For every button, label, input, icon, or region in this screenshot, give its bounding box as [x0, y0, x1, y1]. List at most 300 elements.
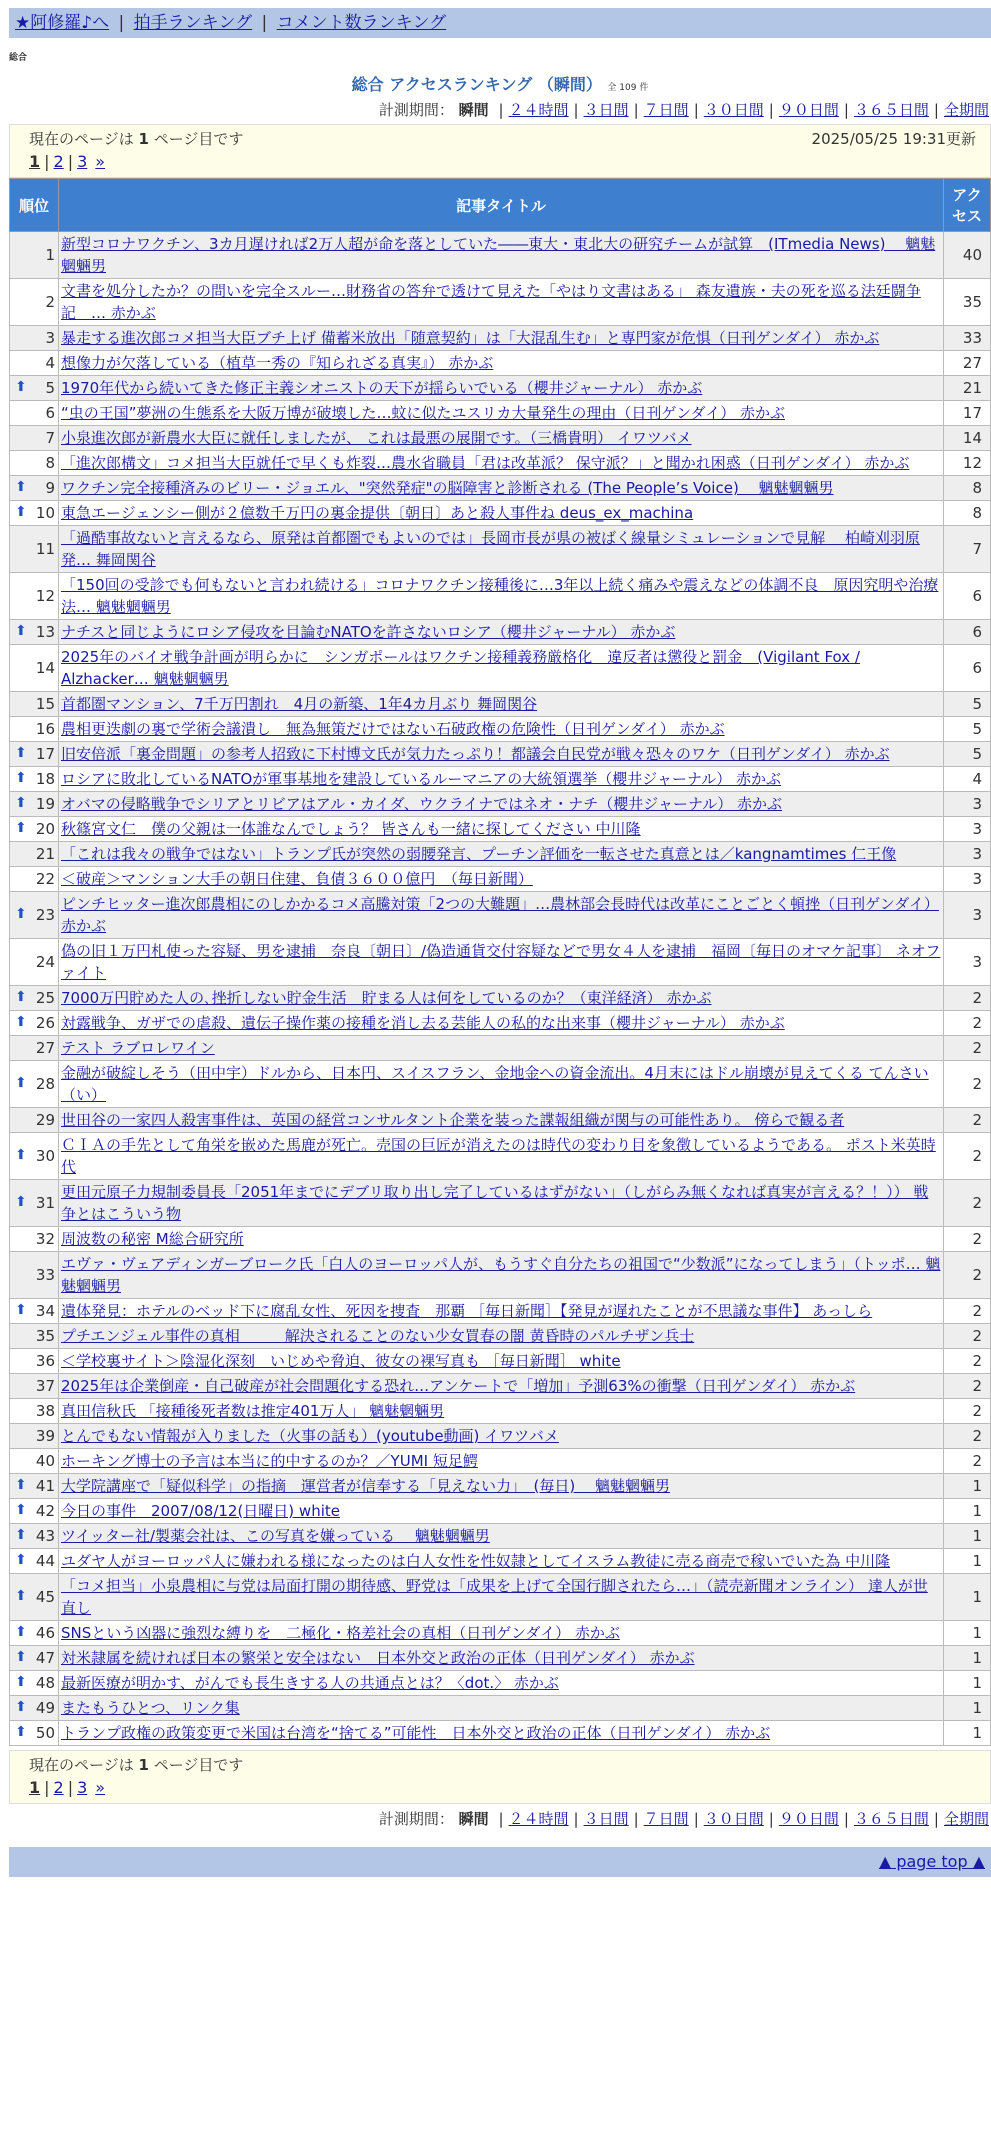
- rank-cell: [10, 717, 59, 742]
- rank-cell: [10, 1696, 59, 1721]
- table-row: [10, 1696, 991, 1721]
- access-count: 7: [944, 526, 991, 573]
- rank-cell: [10, 1252, 59, 1299]
- rank-number: 12: [35, 587, 55, 605]
- title-cell: [59, 573, 944, 620]
- title-cell: [59, 1399, 944, 1424]
- period-separator: |: [843, 101, 849, 119]
- title-cell: [59, 326, 944, 351]
- table-row: [10, 573, 991, 620]
- period-separator: |: [573, 1810, 579, 1828]
- rank-cell: [10, 692, 59, 717]
- period-link[interactable]: ２４時間: [508, 1810, 569, 1828]
- period-link[interactable]: ７日間: [643, 101, 689, 119]
- title-cell: [59, 692, 944, 717]
- rank-cell: [10, 573, 59, 620]
- rank-number: 30: [35, 1147, 55, 1165]
- table-row: [10, 401, 991, 426]
- article-link[interactable]: 金融が破綻しそう（田中宇）ドルから、日本円、スイスフラン、金地金への資金流出。4月末にはドル崩壊が見えてくる てんさい（い）: [61, 1064, 929, 1104]
- table-row: [10, 692, 991, 717]
- period-link[interactable]: ３６５日間: [853, 1810, 929, 1828]
- rank-cell: [10, 867, 59, 892]
- article-link[interactable]: 周波数の秘密 M総合研究所: [61, 1230, 244, 1248]
- pager-next-link[interactable]: »: [95, 152, 106, 171]
- table-row: [10, 1011, 991, 1036]
- rank-number: 43: [35, 1527, 55, 1545]
- rank-number: 6: [45, 404, 55, 422]
- title-cell: [59, 526, 944, 573]
- period-link[interactable]: ３日間: [583, 101, 629, 119]
- table-row: [10, 742, 991, 767]
- period-link[interactable]: ９０日間: [778, 101, 839, 119]
- rank-up-arrow-icon: ⬆: [15, 906, 27, 922]
- title-cell: [59, 1061, 944, 1108]
- table-row: [10, 1180, 991, 1227]
- period-link[interactable]: ７日間: [643, 1810, 689, 1828]
- period-selector-top: [9, 99, 991, 120]
- title-cell: [59, 1374, 944, 1399]
- table-row: [10, 501, 991, 526]
- access-count: 2: [944, 1180, 991, 1227]
- title-cell: [59, 426, 944, 451]
- access-count: 40: [944, 232, 991, 279]
- table-row: [10, 842, 991, 867]
- title-cell: [59, 1036, 944, 1061]
- page-top-link[interactable]: ▲ page top ▲: [878, 1852, 985, 1871]
- period-link[interactable]: ９０日間: [778, 1810, 839, 1828]
- title-cell: [59, 1646, 944, 1671]
- table-row: [10, 817, 991, 842]
- rank-cell: [10, 939, 59, 986]
- article-link[interactable]: SNSという凶器に強烈な縛りを 二極化・格差社会の真相（日刊ゲンダイ） 赤かぶ: [61, 1624, 620, 1642]
- table-row: [10, 326, 991, 351]
- period-separator: |: [498, 101, 504, 119]
- table-row: [10, 1036, 991, 1061]
- rank-cell: [10, 401, 59, 426]
- pager-separator: |: [67, 1778, 74, 1797]
- page-info-bottom: [9, 1750, 991, 1804]
- rank-number: 15: [35, 695, 55, 713]
- access-count: 5: [944, 717, 991, 742]
- table-row: [10, 1133, 991, 1180]
- header-access: アクセス: [944, 179, 991, 232]
- rank-up-arrow-icon: ⬆: [15, 795, 27, 811]
- rank-number: 28: [35, 1075, 55, 1093]
- article-link[interactable]: 新型コロナワクチン、3カ月遅ければ2万人超が命を落としていた――東大・東北大の研究チームが試算 (ITmedia News) 魑魅魍魎男: [61, 235, 936, 275]
- title-cell: [59, 742, 944, 767]
- rank-up-arrow-icon: ⬆: [15, 623, 27, 639]
- title-cell: [59, 1180, 944, 1227]
- rank-number: 27: [35, 1039, 55, 1057]
- title-cell: [59, 1299, 944, 1324]
- rank-cell: [10, 1324, 59, 1349]
- table-row: [10, 892, 991, 939]
- title-cell: [59, 842, 944, 867]
- rank-cell: [10, 842, 59, 867]
- title-cell: [59, 1621, 944, 1646]
- title-cell: [59, 1499, 944, 1524]
- period-label: 計測期間：: [378, 101, 454, 119]
- rank-up-arrow-icon: ⬆: [15, 1502, 27, 1518]
- rank-cell: [10, 1227, 59, 1252]
- rank-cell: [10, 620, 59, 645]
- table-row: [10, 1574, 991, 1621]
- title-cell: [59, 476, 944, 501]
- period-separator: |: [693, 101, 699, 119]
- access-count: 1: [944, 1671, 991, 1696]
- article-link[interactable]: 1970年代から続いてきた修正主義シオニストの天下が揺らいでいる（櫻井ジャーナル） 赤かぶ: [61, 379, 703, 397]
- table-row: [10, 1524, 991, 1549]
- article-link[interactable]: ＜破産＞マンション大手の朝日住建、負債３６００億円 （毎日新聞）: [61, 870, 533, 888]
- rank-cell: [10, 1349, 59, 1374]
- header-rank: 順位: [10, 179, 59, 232]
- rank-number: 26: [35, 1014, 55, 1032]
- rank-cell: [10, 817, 59, 842]
- article-link[interactable]: 農相更迭劇の裏で学術会議潰し 無為無策だけではない石破政権の危険性（日刊ゲンダイ） 赤かぶ: [61, 720, 725, 738]
- rank-number: 16: [35, 720, 55, 738]
- table-row: [10, 717, 991, 742]
- access-count: 2: [944, 1061, 991, 1108]
- access-count: 3: [944, 867, 991, 892]
- article-link[interactable]: ユダヤ人がヨーロッパ人に嫌われる様になったのは白人女性を性奴隷としてイスラム教徒に売る商売で稼いでいた為 中川隆: [61, 1552, 891, 1570]
- period-current: 瞬間: [458, 101, 489, 119]
- title-cell: [59, 717, 944, 742]
- title-cell: [59, 986, 944, 1011]
- period-separator: |: [843, 1810, 849, 1828]
- access-count: 3: [944, 939, 991, 986]
- rank-number: 45: [35, 1588, 55, 1606]
- rank-number: 23: [35, 906, 55, 924]
- pager-page-3[interactable]: 3: [77, 152, 88, 171]
- article-link[interactable]: 最新医療が明かす、がんでも長生きする人の共通点とは？〈dot.〉 赤かぶ: [61, 1674, 559, 1692]
- rank-number: 36: [35, 1352, 55, 1370]
- access-count: 12: [944, 451, 991, 476]
- access-count: 2: [944, 1252, 991, 1299]
- article-link[interactable]: 文書を処分したか？の問いを完全スルー…財務省の答弁で透けて見えた「やはり文書はある」 森友遺族・夫の死を巡る法廷闘争記 … 赤かぶ: [61, 282, 921, 322]
- ranking-title-text: 総合 アクセスランキング （瞬間）: [351, 75, 602, 94]
- title-cell: [59, 1252, 944, 1299]
- table-row: [10, 986, 991, 1011]
- table-row: [10, 526, 991, 573]
- rank-cell: [10, 792, 59, 817]
- comment-ranking-link[interactable]: コメント数ランキング: [276, 13, 447, 33]
- title-cell: [59, 1349, 944, 1374]
- access-count: 2: [944, 1324, 991, 1349]
- rank-number: 25: [35, 989, 55, 1007]
- access-count: 3: [944, 817, 991, 842]
- home-link[interactable]: ★阿修羅♪へ: [15, 13, 110, 33]
- article-link[interactable]: ＜学校裏サイト＞陰湿化深刻 いじめや脅迫、彼女の裸写真も ［毎日新聞］ white: [61, 1352, 621, 1370]
- rank-cell: [10, 892, 59, 939]
- article-link[interactable]: 偽の旧１万円札使った容疑、男を逮捕 奈良〔朝日〕/偽造通貨交付容疑などで男女４人を逮捕 福岡〔毎日のオマケ記事〕 ネオファイト: [61, 942, 941, 982]
- table-row: [10, 1549, 991, 1574]
- rank-cell: [10, 1499, 59, 1524]
- access-count: 6: [944, 573, 991, 620]
- rank-up-arrow-icon: ⬆: [15, 1147, 27, 1163]
- article-link[interactable]: ロシアに敗北しているNATOが軍事基地を建設しているルーマニアの大統領選挙（櫻井ジャーナル） 赤かぶ: [61, 770, 782, 788]
- title-cell: [59, 1574, 944, 1621]
- table-row: [10, 1324, 991, 1349]
- period-separator: |: [573, 101, 579, 119]
- access-count: 2: [944, 1108, 991, 1133]
- title-cell: [59, 620, 944, 645]
- rank-cell: [10, 501, 59, 526]
- article-link[interactable]: 「進次郎構文」コメ担当大臣就任で早くも炸裂…農水省職員「君は改革派？ 保守派？」と聞かれ困惑（日刊ゲンダイ） 赤かぶ: [61, 454, 910, 472]
- article-link[interactable]: テスト ラブロレワイン: [61, 1039, 215, 1057]
- rank-cell: [10, 645, 59, 692]
- title-cell: [59, 867, 944, 892]
- article-link[interactable]: 2025年のバイオ戦争計画が明らかに シンガポールはワクチン接種義務厳格化 違反者は懲役と罰金 (Vigilant Fox / Alzhacker… 魑魅魍魎男: [61, 648, 860, 688]
- rank-number: 13: [35, 623, 55, 641]
- access-count: 1: [944, 1524, 991, 1549]
- top-nav-bar: [9, 8, 991, 38]
- rank-cell: [10, 1474, 59, 1499]
- period-label: 計測期間：: [378, 1810, 454, 1828]
- rank-cell: [10, 1574, 59, 1621]
- rank-number: 2: [45, 293, 55, 311]
- rank-number: 14: [35, 659, 55, 677]
- period-selector-bottom: [9, 1808, 991, 1829]
- article-link[interactable]: 首都圏マンション、7千万円割れ 4月の新築、1年4カ月ぶり 舞岡関谷: [61, 695, 538, 713]
- header-title: 記事タイトル: [59, 179, 944, 232]
- article-link[interactable]: ツイッター社/製薬会社は、この写真を嫌っている 魑魅魍魎男: [61, 1527, 490, 1545]
- period-link[interactable]: 全期間: [943, 1810, 989, 1828]
- article-link[interactable]: 7000万円貯めた人の､挫折しない貯金生活 貯まる人は何をしているのか？（東洋経済） 赤かぶ: [61, 989, 712, 1007]
- article-link[interactable]: “虫の王国”夢洲の生態系を大阪万博が破壊した…蚊に似たユスリカ大量発生の理由（日刊ゲンダイ） 赤かぶ: [61, 404, 785, 422]
- rank-number: 1: [45, 246, 55, 264]
- article-link[interactable]: 旧安倍派「裏金問題」の参考人招致に下村博文氏が気力たっぷり！都議会自民党が戦々恐々のワケ（日刊ゲンダイ） 赤かぶ: [61, 745, 890, 763]
- period-separator: |: [633, 1810, 639, 1828]
- article-link[interactable]: 「過酷事故ないと言えるなら、原発は首都圏でもよいのでは」長岡市長が県の被ばく線量シミュレーションで見解 柏崎刈羽原発… 舞岡関谷: [61, 529, 920, 569]
- period-link[interactable]: 全期間: [943, 101, 989, 119]
- rank-up-arrow-icon: ⬆: [15, 1302, 27, 1318]
- access-count: 2: [944, 1299, 991, 1324]
- period-link[interactable]: ３０日間: [703, 101, 764, 119]
- rank-cell: [10, 1424, 59, 1449]
- period-current: 瞬間: [458, 1810, 489, 1828]
- nav-separator: |: [261, 13, 268, 33]
- rank-up-arrow-icon: ⬆: [15, 379, 27, 395]
- period-links: [493, 101, 989, 119]
- rank-number: 8: [45, 454, 55, 472]
- pager-separator: |: [44, 1778, 50, 1797]
- access-count: 1: [944, 1721, 991, 1746]
- access-count: 3: [944, 842, 991, 867]
- title-cell: [59, 1227, 944, 1252]
- table-row: [10, 1424, 991, 1449]
- rank-number: 3: [45, 329, 55, 347]
- title-cell: [59, 892, 944, 939]
- access-count: 27: [944, 351, 991, 376]
- pager-page-2[interactable]: 2: [53, 152, 64, 171]
- rank-number: 39: [35, 1427, 55, 1445]
- article-link[interactable]: 今日の事件 2007/08/12(日曜日) white: [61, 1502, 340, 1520]
- access-count: 3: [944, 792, 991, 817]
- updated-time: 2025/05/25 19:31更新: [811, 130, 976, 148]
- table-row: [10, 645, 991, 692]
- article-link[interactable]: 東急エージェンシー側が２億数千万円の裏金提供〔朝日〕あと殺人事件ね deus_ex_machina: [61, 504, 694, 522]
- rank-number: 10: [35, 504, 55, 522]
- access-count: 8: [944, 476, 991, 501]
- article-link[interactable]: ワクチン完全接種済みのビリー・ジョエル、"突然発症"の脳障害と診断される (The People’s Voice) 魑魅魍魎男: [61, 479, 834, 497]
- rank-number: 33: [35, 1266, 55, 1284]
- table-row: [10, 1646, 991, 1671]
- table-row: [10, 232, 991, 279]
- category-label: 総合: [9, 53, 28, 63]
- table-row: [10, 1252, 991, 1299]
- rank-number: 24: [35, 953, 55, 971]
- article-link[interactable]: 大学院講座で「疑似科学」の指摘 運営者が信奉する「見えない力」 (毎日) 魑魅魍魎男: [61, 1477, 670, 1495]
- access-count: 1: [944, 1574, 991, 1621]
- title-cell: [59, 1524, 944, 1549]
- rank-number: 19: [35, 795, 55, 813]
- period-link[interactable]: ３０日間: [703, 1810, 764, 1828]
- table-row: [10, 1227, 991, 1252]
- rank-number: 35: [35, 1327, 55, 1345]
- ranking-table: [9, 178, 991, 1746]
- table-row: [10, 939, 991, 986]
- rank-up-arrow-icon: ⬆: [15, 1194, 27, 1210]
- table-row: [10, 1499, 991, 1524]
- access-count: 17: [944, 401, 991, 426]
- clap-ranking-link[interactable]: 拍手ランキング: [133, 13, 253, 33]
- access-count: 2: [944, 1399, 991, 1424]
- article-link[interactable]: オバマの侵略戦争でシリアとリビアはアル・カイダ、ウクライナではネオ・ナチ（櫻井ジャーナル） 赤かぶ: [61, 795, 783, 813]
- access-count: 2: [944, 1374, 991, 1399]
- period-separator: |: [933, 1810, 939, 1828]
- rank-number: 49: [35, 1699, 55, 1717]
- rank-cell: [10, 1374, 59, 1399]
- rank-cell: [10, 1133, 59, 1180]
- access-count: 2: [944, 1133, 991, 1180]
- article-link[interactable]: エヴァ・ヴェアディンガーブローク氏「白人のヨーロッパ人が、もうすぐ自分たちの祖国で“少数派”になってしまう」（トッポ… 魑魅魍魎男: [61, 1255, 941, 1295]
- rank-cell: [10, 1721, 59, 1746]
- table-row: [10, 376, 991, 401]
- rank-number: 7: [45, 429, 55, 447]
- article-link[interactable]: 小泉進次郎が新農水大臣に就任しましたが、 これは最悪の展開です。（三橋貴明） イワツバメ: [61, 429, 692, 447]
- pager-page-2[interactable]: 2: [53, 1778, 64, 1797]
- rank-number: 20: [35, 820, 55, 838]
- rank-number: 42: [35, 1502, 55, 1520]
- table-row: [10, 279, 991, 326]
- article-link[interactable]: 更田元原子力規制委員長「2051年までにデブリ取り出し完了しているはずがない」（しがらみ無くなれば真実が言える？！）） 戦争とはこういう物: [61, 1183, 929, 1223]
- rank-up-arrow-icon: ⬆: [15, 504, 27, 520]
- pager-next-link[interactable]: »: [95, 1778, 106, 1797]
- rank-cell: [10, 426, 59, 451]
- table-row: [10, 351, 991, 376]
- access-count: 1: [944, 1696, 991, 1721]
- rank-number: 17: [35, 745, 55, 763]
- title-cell: [59, 1424, 944, 1449]
- article-link[interactable]: 想像力が欠落している（植草一秀の『知られざる真実』） 赤かぶ: [61, 354, 494, 372]
- rank-cell: [10, 1671, 59, 1696]
- rank-cell: [10, 1621, 59, 1646]
- article-link[interactable]: 真田信秋氏 「接種後死者数は推定401万人」 魑魅魍魎男: [61, 1402, 445, 1420]
- article-link[interactable]: 「150回の受診でも何もないと言われ続ける」コロナワクチン接種後に…3年以上続く痛みや震えなどの体調不良 原因究明や治療法… 魑魅魍魎男: [61, 576, 939, 616]
- article-link[interactable]: 遺体発見：ホテルのベッド下に腐乱女性、死因を捜査 那覇 ［毎日新聞］【発見が遅れたことが不思議な事件】 あっしら: [61, 1302, 873, 1320]
- title-cell: [59, 1449, 944, 1474]
- period-link[interactable]: ３日間: [583, 1810, 629, 1828]
- article-link[interactable]: とんでもない情報が入りました（火事の話も）(youtube動画) イワツバメ: [61, 1427, 559, 1445]
- title-cell: [59, 792, 944, 817]
- rank-cell: [10, 742, 59, 767]
- article-link[interactable]: プチエンジェル事件の真相 解決されることのない少女買春の闇 黄昏時のパルチザン兵士: [61, 1327, 695, 1345]
- rank-number: 9: [45, 479, 55, 497]
- period-link[interactable]: ３６５日間: [853, 101, 929, 119]
- pager: [29, 152, 984, 171]
- article-link[interactable]: 「コメ担当」小泉農相に与党は局面打開の期待感、野党は「成果を上げて全国行脚されたら…」（読売新聞オンライン） 達人が世直し: [61, 1577, 928, 1617]
- access-count: 4: [944, 767, 991, 792]
- access-count: 2: [944, 1011, 991, 1036]
- rank-up-arrow-icon: ⬆: [15, 745, 27, 761]
- access-count: 1: [944, 1474, 991, 1499]
- article-link[interactable]: ピンチヒッター進次郎農相にのしかかるコメ高騰対策「2つの大難題」…農林部会長時代は改革にことごとく頓挫（日刊ゲンダイ） 赤かぶ: [61, 895, 939, 935]
- title-cell: [59, 1133, 944, 1180]
- article-link[interactable]: またもうひとつ、リンク集: [61, 1699, 240, 1717]
- access-count: 1: [944, 1646, 991, 1671]
- rank-cell: [10, 279, 59, 326]
- table-row: [10, 1671, 991, 1696]
- pager-page-1: 1: [29, 1778, 41, 1797]
- access-count: 5: [944, 692, 991, 717]
- rank-up-arrow-icon: ⬆: [15, 1624, 27, 1640]
- title-cell: [59, 1721, 944, 1746]
- article-link[interactable]: トランプ政権の政策変更で米国は台湾を“捨てる”可能性 日本外交と政治の正体（日刊ゲンダイ） 赤かぶ: [61, 1724, 771, 1742]
- rank-cell: [10, 326, 59, 351]
- article-link[interactable]: ナチスと同じようにロシア侵攻を目論むNATOを許さないロシア（櫻井ジャーナル） 赤かぶ: [61, 623, 676, 641]
- table-row: [10, 1399, 991, 1424]
- rank-up-arrow-icon: ⬆: [15, 1724, 27, 1740]
- table-row: [10, 1449, 991, 1474]
- article-link[interactable]: 対露戦争、ガザでの虐殺、遺伝子操作薬の接種を消し去る芸能人の私的な出来事（櫻井ジャーナル） 赤かぶ: [61, 1014, 785, 1032]
- article-link[interactable]: 世田谷の一家四人殺害事件は、英国の経営コンサルタント企業を装った諜報組織が関与の可能性あり。 傍らで観る者: [61, 1111, 845, 1129]
- rank-number: 40: [35, 1452, 55, 1470]
- table-row: [10, 1474, 991, 1499]
- rank-number: 34: [35, 1302, 55, 1320]
- access-count: 2: [944, 1036, 991, 1061]
- rank-cell: [10, 232, 59, 279]
- pager-separator: |: [44, 152, 50, 171]
- period-separator: |: [933, 101, 939, 119]
- title-cell: [59, 351, 944, 376]
- title-cell: [59, 939, 944, 986]
- current-page-text: 現在のページは 1 ページ目です: [29, 1756, 244, 1774]
- article-link[interactable]: 対米隷属を続ければ日本の繁栄と安全はない 日本外交と政治の正体（日刊ゲンダイ） 赤かぶ: [61, 1649, 695, 1667]
- rank-number: 41: [35, 1477, 55, 1495]
- bottom-bar: [9, 1847, 991, 1877]
- title-cell: [59, 376, 944, 401]
- article-link[interactable]: 2025年は企業倒産・自己破産が社会問題化する恐れ…アンケートで「増加」予測63%の衝撃（日刊ゲンダイ） 赤かぶ: [61, 1377, 856, 1395]
- total-count: 全 109 件: [607, 83, 649, 93]
- article-link[interactable]: ＣＩＡの手先として角栄を嵌めた馬鹿が死亡。売国の巨匠が消えたのは時代の変わり目を象徴しているようである。 ポスト米英時代: [61, 1136, 936, 1176]
- table-row: [10, 426, 991, 451]
- rank-cell: [10, 1108, 59, 1133]
- rank-number: 22: [35, 870, 55, 888]
- title-cell: [59, 401, 944, 426]
- access-count: 2: [944, 1424, 991, 1449]
- title-cell: [59, 279, 944, 326]
- title-cell: [59, 817, 944, 842]
- article-link[interactable]: 秋篠宮文仁 僕の父親は一体誰なんでしょう？ 皆さんも一緒に探してください 中川隆: [61, 820, 641, 838]
- rank-cell: [10, 1646, 59, 1671]
- rank-cell: [10, 376, 59, 401]
- pager-page-3[interactable]: 3: [77, 1778, 88, 1797]
- article-link[interactable]: 暴走する進次郎コメ担当大臣ブチ上げ 備蓄米放出「随意契約」は「大混乱生む」と専門家が危惧（日刊ゲンダイ） 赤かぶ: [61, 329, 880, 347]
- period-link[interactable]: ２４時間: [508, 101, 569, 119]
- rank-cell: [10, 451, 59, 476]
- article-link[interactable]: ホーキング博士の予言は本当に的中するのか？／YUMI 短足鰐: [61, 1452, 478, 1470]
- article-link[interactable]: 「これは我々の戦争ではない」トランプ氏が突然の弱腰発言、プーチン評価を一転させた真意とは／kangnamtimes 仁王像: [61, 845, 897, 863]
